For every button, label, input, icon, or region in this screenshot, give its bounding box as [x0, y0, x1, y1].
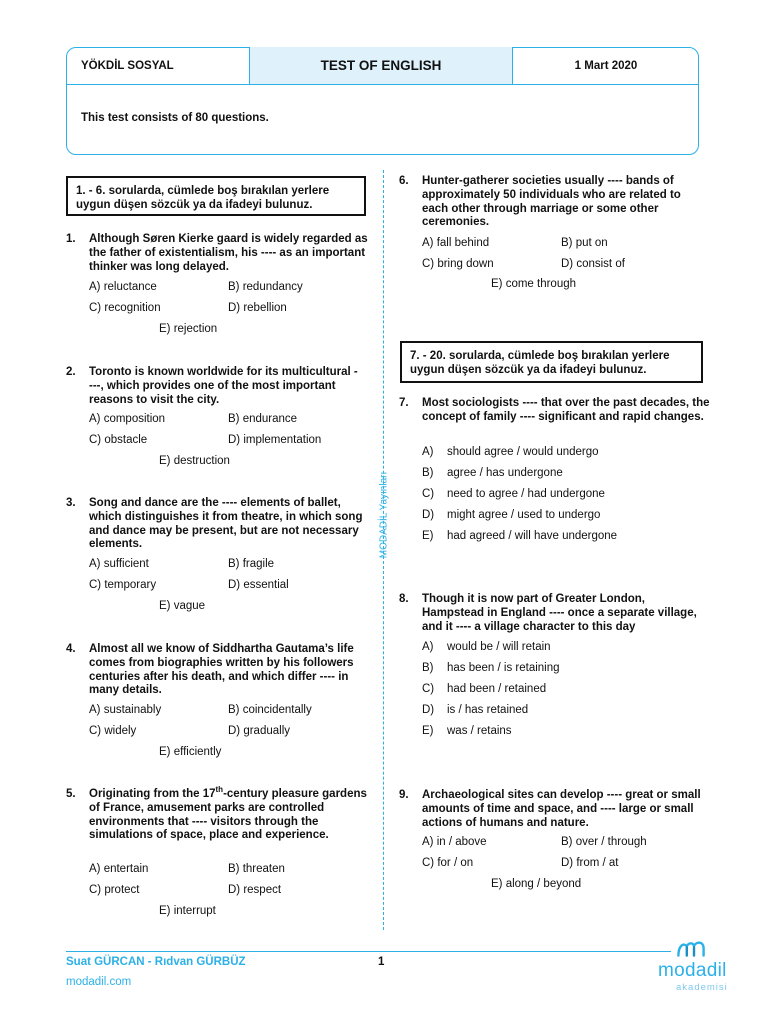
question-text: Archaeological sites can develop ---- great or small amounts of time and space, and ---- large or small actions of humans and nature.: [422, 789, 701, 829]
option-letter: C): [422, 683, 435, 695]
option-d[interactable]: D) implementation: [228, 434, 322, 446]
option-d[interactable]: D) essential: [228, 579, 289, 591]
option-b[interactable]: B) fragile: [228, 558, 275, 570]
question-text: [89, 785, 379, 843]
option-d[interactable]: D) from / at: [561, 857, 619, 869]
option-d[interactable]: D) gradually: [228, 725, 290, 737]
option-letter: D): [422, 509, 435, 521]
option-text: is / has retained: [447, 704, 529, 716]
option-d[interactable]: D) respect: [228, 884, 282, 896]
option-d[interactable]: D) consist of: [561, 258, 625, 270]
instruction-box-1: 1. - 6. sorularda, cümlede boş bırakılan yerlere uygun düşen sözcük ya da ifadeyi bulunuz.: [66, 176, 366, 216]
option-b[interactable]: B) redundancy: [228, 281, 303, 293]
question-number: 2.: [66, 366, 76, 378]
option-letter: B): [422, 467, 434, 479]
question-text: Although Søren Kierke gaard is widely regarded as the father of existentialism, his ---- as an important thinker was long delayed.: [89, 233, 368, 273]
option-b[interactable]: B) coincidentally: [228, 704, 312, 716]
option-e[interactable]: E) along / beyond: [491, 878, 582, 890]
option-letter: A): [422, 641, 434, 653]
option-a[interactable]: [422, 641, 551, 653]
option-d[interactable]: D) rebellion: [228, 302, 287, 314]
option-letter: C): [422, 488, 435, 500]
question-text-start: Originating from the 17: [89, 788, 216, 800]
question-text: Hunter-gatherer societies usually ---- bands of approximately 50 individuals who are related to each other through marriage or some other ceremonies.: [422, 175, 681, 229]
exam-date: 1 Mart 2020: [574, 59, 638, 72]
header-divider: [66, 84, 699, 85]
option-text: need to agree / had undergone: [447, 488, 605, 500]
instruction-box-2: 7. - 20. sorularda, cümlede boş bırakılan yerlere uygun düşen sözcük ya da ifadeyi bulunuz.: [400, 341, 703, 383]
question-text: Almost all we know of Siddhartha Gautama’s life comes from biographies written by his followers centuries after his death, and which differ ---- in many details.: [89, 643, 354, 697]
option-text: would be / will retain: [447, 641, 551, 653]
option-text: had agreed / will have undergone: [447, 530, 618, 542]
option-e[interactable]: [422, 725, 512, 737]
option-b[interactable]: B) endurance: [228, 413, 298, 425]
exam-name: YÖKDİL SOSYAL: [81, 59, 174, 72]
question-text: Most sociologists ---- that over the past decades, the concept of family ---- significant and rapid changes.: [422, 397, 710, 423]
option-a[interactable]: A) sufficient: [89, 558, 149, 570]
question-number: 9.: [399, 789, 409, 801]
question-number: 6.: [399, 175, 409, 187]
page-number: 1: [378, 956, 385, 968]
option-e[interactable]: E) come through: [491, 278, 577, 290]
option-b[interactable]: [422, 467, 563, 479]
option-letter: A): [422, 446, 434, 458]
logo-wordmark: modadil: [658, 960, 727, 981]
option-text: might agree / used to undergo: [447, 509, 601, 521]
option-e[interactable]: E) rejection: [159, 323, 218, 335]
footer-authors: Suat GÜRCAN - Rıdvan GÜRBÜZ: [66, 956, 246, 968]
ordinal-superscript: th: [215, 785, 224, 795]
option-letter: B): [422, 662, 434, 674]
footer-website[interactable]: modadil.com: [66, 976, 132, 988]
option-text: agree / has undergone: [447, 467, 563, 479]
option-text: should agree / would undergo: [447, 446, 599, 458]
option-a[interactable]: A) fall behind: [422, 237, 490, 249]
option-letter: E): [422, 725, 434, 737]
option-b[interactable]: B) threaten: [228, 863, 285, 875]
side-publisher-label: MODADİL Yayınları: [378, 471, 390, 559]
option-a[interactable]: A) composition: [89, 413, 166, 425]
option-c[interactable]: C) widely: [89, 725, 137, 737]
option-d[interactable]: [422, 704, 528, 716]
option-d[interactable]: [422, 509, 600, 521]
question-number: 7.: [399, 397, 409, 409]
option-e[interactable]: E) interrupt: [159, 905, 216, 917]
option-text: had been / retained: [447, 683, 547, 695]
footer-divider: [66, 951, 671, 952]
option-c[interactable]: C) bring down: [422, 258, 494, 270]
question-number: 4.: [66, 643, 76, 655]
test-title: TEST OF ENGLISH: [249, 47, 513, 84]
option-a[interactable]: A) sustainably: [89, 704, 162, 716]
option-e[interactable]: E) efficiently: [159, 746, 222, 758]
question-text-rest: -century pleasure gardens of France, amusement parks are controlled environments that ---- visitors through the simulations of space, place and experience.: [89, 788, 367, 842]
question-text: Toronto is known worldwide for its multicultural ----, which provides one of the most important reasons to visit the city.: [89, 366, 358, 406]
question-number: 8.: [399, 593, 409, 605]
option-e[interactable]: [422, 530, 617, 542]
option-letter: D): [422, 704, 435, 716]
option-a[interactable]: A) entertain: [89, 863, 149, 875]
option-c[interactable]: [422, 683, 546, 695]
option-a[interactable]: A) reluctance: [89, 281, 157, 293]
option-c[interactable]: C) obstacle: [89, 434, 148, 446]
option-a[interactable]: [422, 446, 599, 458]
option-b[interactable]: [422, 662, 560, 674]
option-b[interactable]: B) over / through: [561, 836, 647, 848]
logo-subtitle: akademisi: [676, 982, 728, 993]
option-c[interactable]: C) for / on: [422, 857, 474, 869]
question-text: Though it is now part of Greater London, Hampstead in England ---- once a separate village, and it ---- a village character to this day: [422, 593, 697, 633]
option-c[interactable]: C) recognition: [89, 302, 161, 314]
option-text: was / retains: [447, 725, 512, 737]
option-b[interactable]: B) put on: [561, 237, 608, 249]
question-number: 5.: [66, 788, 76, 800]
question-number: 1.: [66, 233, 76, 245]
modadil-logo-icon: [676, 936, 712, 962]
question-text: Song and dance are the ---- elements of ballet, which distinguishes it from theatre, in which song and dance may be present, but are not necessary elements.: [89, 497, 363, 551]
question-number: 3.: [66, 497, 76, 509]
option-text: has been / is retaining: [447, 662, 560, 674]
option-letter: E): [422, 530, 434, 542]
test-intro: This test consists of 80 questions.: [81, 112, 269, 124]
option-e[interactable]: E) destruction: [159, 455, 230, 467]
option-c[interactable]: C) protect: [89, 884, 140, 896]
option-e[interactable]: E) vague: [159, 600, 206, 612]
option-c[interactable]: C) temporary: [89, 579, 157, 591]
option-a[interactable]: A) in / above: [422, 836, 487, 848]
option-c[interactable]: [422, 488, 605, 500]
